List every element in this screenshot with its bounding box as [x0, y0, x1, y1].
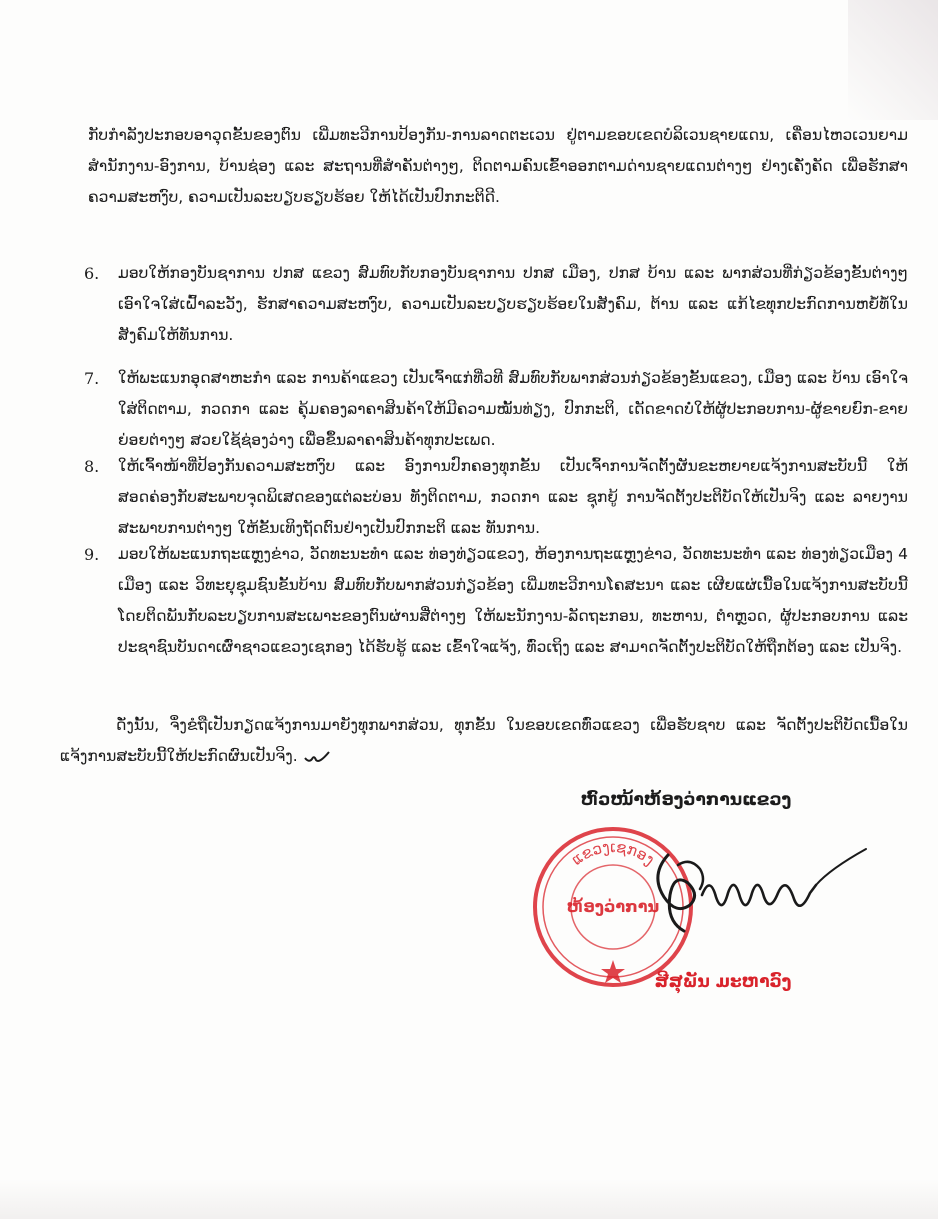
item-number: 6. — [84, 264, 100, 283]
list-item-7 — [84, 363, 908, 456]
signatory-title: ຫົວໜ້າຫ້ອງວ່າການແຂວງ — [580, 790, 792, 810]
scan-shadow-bottom — [0, 1179, 938, 1219]
initial-mark-icon — [303, 749, 331, 765]
item-text: ມອບໃຫ້ພະແນກຖະແຫຼງຂ່າວ, ວັດທະນະທຳ ແລະ ທ່ອງທ່ຽວແຂວງ, ຫ້ອງການຖະແຫຼງຂ່າວ, ວັດທະນະທຳ ແລະ ທ່ອງທ່ຽວເມືອງ 4 ເມືອງ ແລະ ວິທະຍຸຊຸມຊົນຂັ້ນບ້ານ ສົມທົບກັບພາກສ່ວນກ່ຽວຂ້ອງ ເພີ່ມທະວີການໂຄສະນາ ແລະ ເຜີຍແຜ່ເນື້ອໃນແຈ້ງການສະບັບນີ້ ໂດຍຕິດພັນກັບລະບຽບການສະເພາະຂອງຕົນຜ່ານສື່ຕ່າງໆ ໃຫ້ພະນັກງານ-ລັດຖະກອນ, ທະຫານ, ຕຳຫຼວດ, ຜູ້ປະກອບການ ແລະ ປະຊາຊົນບັນດາເຜົ່າຊາວແຂວງເຊກອງ ໄດ້ຮັບຮູ້ ແລະ ເຂົ້າໃຈແຈ້ງ, ທົ່ວເຖິງ ແລະ ສາມາດຈັດຕັ້ງປະຕິບັດໃຫ້ຖືກຕ້ອງ ແລະ ເປັນຈິງ. — [118, 545, 908, 656]
handwritten-signature-icon — [630, 835, 870, 945]
item-number: 9. — [84, 545, 100, 564]
closing-paragraph — [60, 710, 908, 772]
scan-shadow-corner — [848, 0, 938, 120]
item-number: 8. — [84, 457, 100, 476]
list-item-8 — [84, 451, 908, 544]
item-text: ມອບໃຫ້ກອງບັນຊາການ ປກສ ແຂວງ ສົມທົບກັບກອງບັນຊາການ ປກສ ເມືອງ, ປກສ ບ້ານ ແລະ ພາກສ່ວນທີ່ກ່ຽວຂ້ອງຂັ້ນຕ່າງໆ ເອົາໃຈໃສ່ເຝົ້າລະວັງ, ຮັກສາຄວາມສະຫງົບ, ຄວາມເປັນລະບຽບຮຽບຮ້ອຍໃນສັງຄົມ, ຕ້ານ ແລະ ແກ້ໄຂທຸກປະກົດການຫຍໍ້ທໍ້ໃນສັງຄົມໃຫ້ທັນການ. — [118, 264, 908, 344]
seal-center-text: ຫ້ອງວ່າການ — [566, 897, 660, 916]
seal-top-text: ແຂວງເຊກອງ — [568, 837, 659, 869]
seal-star-icon — [601, 960, 625, 983]
closing-text: ດັ່ງນັ້ນ, ຈຶ່ງຂໍຖືເປັນກຽດແຈ້ງການມາຍັງທຸກພາກສ່ວນ, ທຸກຂັ້ນ ໃນຂອບເຂດທົ່ວແຂວງ ເພື່ອຮັບຊາບ ແລະ ຈັດຕັ້ງປະຕິບັດເນື້ອໃນແຈ້ງການສະບັບນີ້ໃຫ້ປະກົດຜົນເປັນຈິງ. — [60, 716, 908, 765]
list-item-9 — [84, 539, 908, 663]
item-text: ໃຫ້ພະແນກອຸດສາຫະກຳ ແລະ ການຄ້າແຂວງ ເປັນເຈົ້າແກ່ທີ່ວທີ ສົມທົບກັບພາກສ່ວນກ່ຽວຂ້ອງຂັ້ນແຂວງ, ເມືອງ ແລະ ບ້ານ ເອົາໃຈໃສ່ຕິດຕາມ, ກວດກາ ແລະ ຄຸ້ມຄອງລາຄາສິນຄ້າໃຫ້ມີຄວາມໝັ້ນທ່ຽງ, ປົກກະຕິ, ເດັດຂາດບໍ່ໃຫ້ຜູ້ປະກອບການ-ຜູ້ຂາຍຍົກ-ຂາຍຍ່ອຍຕ່າງໆ ສວຍໃຊ້ຊ່ອງວ່າງ ເພື່ອຂຶ້ນລາຄາສິນຄ້າທຸກປະເພດ. — [118, 369, 908, 449]
paragraph-continued: ກັບກຳລັງປະກອບອາວຸດຂັ້ນຂອງຕົນ ເພີ່ມທະວີການປ້ອງກັນ-ການລາດຕະເວນ ຢູ່ຕາມຂອບເຂດບໍລິເວນຊາຍແດນ, ເຄື່ອນໄຫວເວນຍາມສຳນັກງານ-ອົງການ, ບ້ານຊ່ອງ ແລະ ສະຖານທີ່ສຳຄັນຕ່າງໆ, ຕິດຕາມຄົນເຂົ້າອອກຕາມດ່ານຊາຍແດນຕ່າງໆ ຢ່າງເຄັ່ງຄັດ ເພື່ອຮັກສາຄວາມສະຫງົບ, ຄວາມເປັນລະບຽບຮຽບຮ້ອຍ ໃຫ້ໄດ້ເປັນປົກກະຕິດີ. — [88, 126, 908, 206]
list-item-6 — [84, 258, 908, 351]
item-text: ໃຫ້ເຈົ້າໜ້າທີ່ປ້ອງກັນຄວາມສະຫງົບ ແລະ ອົງການປົກຄອງທຸກຂັ້ນ ເປັນເຈົ້າການຈັດຕັ້ງຜັນຂະຫຍາຍແຈ້ງການສະບັບນີ້ ໃຫ້ສອດຄ່ອງກັບສະພາບຈຸດພິເສດຂອງແຕ່ລະບ່ອນ ທັງຕິດຕາມ, ກວດກາ ແລະ ຊຸກຍູ້ ການຈັດຕັ້ງປະຕິບັດໃຫ້ເປັນຈິງ ແລະ ລາຍງານສະພາບການຕ່າງໆ ໃຫ້ຂັ້ນເທິງຖັດຕົນຢ່າງເປັນປົກກະຕິ ແລະ ທັນການ. — [118, 457, 908, 537]
item-number: 7. — [84, 369, 100, 388]
signatory-name: ສີສຸພັນ ມະຫາວົງ — [654, 972, 792, 992]
